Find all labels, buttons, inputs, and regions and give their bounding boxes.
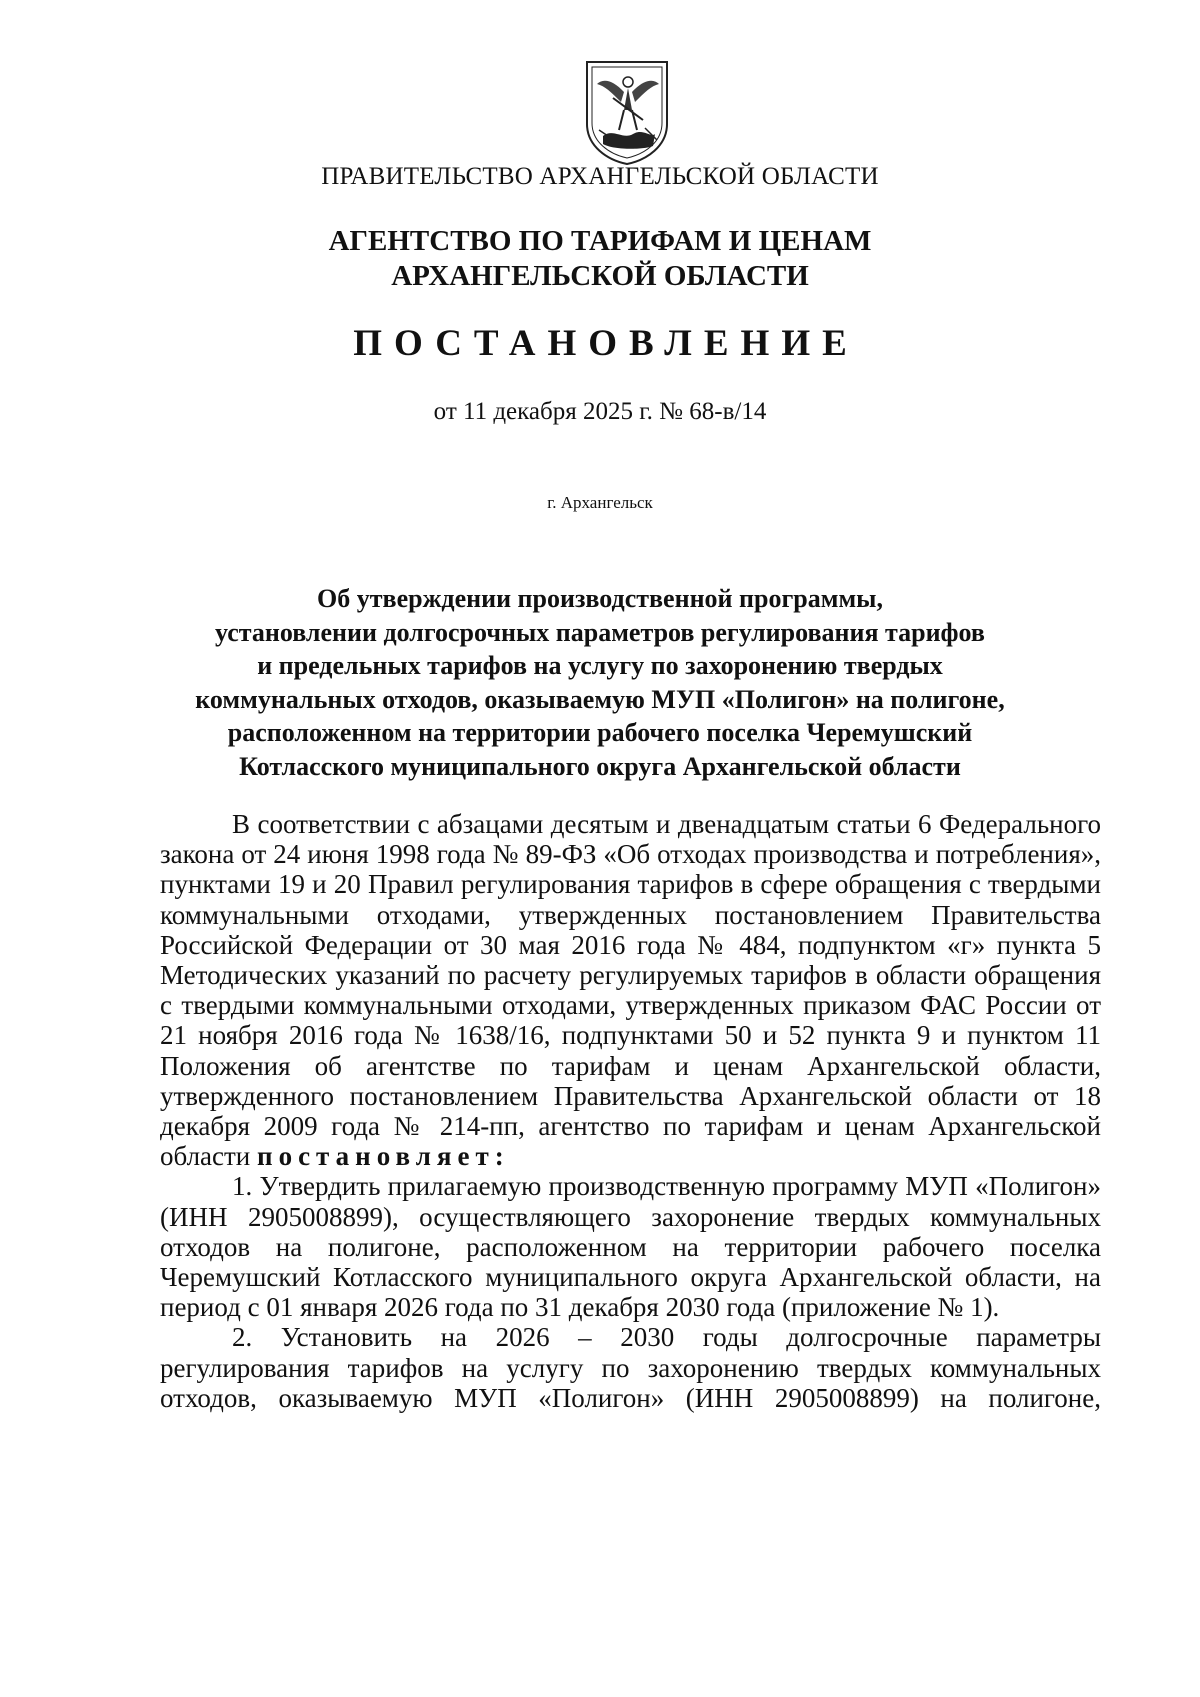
item-1-paragraph: 1. Утвердить прилагаемую производственную программу МУП «Полигон» (ИНН 2905008899), осуществляющего захоронение твердых коммунальных отходов на полигоне, расположенном на территории рабочего поселка Черемушский Котласского муниципального округа Архангельской области, на период с 01 января 2026 года по 31 декабря 2030 года (приложение № 1). <box>160 1171 1101 1323</box>
document-body <box>160 809 1101 1413</box>
agency-name <box>0 224 1200 294</box>
title-line: расположенном на территории рабочего поселка Черемушский <box>227 718 973 747</box>
preamble-paragraph <box>160 809 1101 1171</box>
title-line: Об утверждении производственной программы, <box>317 584 883 613</box>
title-line: установлении долгосрочных параметров регулирования тарифов <box>215 617 985 647</box>
title-line: и предельных тарифов на услугу по захоронению твердых <box>257 651 943 680</box>
agency-name-line2: АРХАНГЕЛЬСКОЙ ОБЛАСТИ <box>391 260 809 292</box>
item-2-paragraph: 2. Установить на 2026 – 2030 годы долгосрочные параметры регулирования тарифов на услугу по захоронению твердых коммунальных отходов, оказываемую МУП «Полигон» (ИНН 2905008899) на полигоне, <box>160 1322 1101 1413</box>
coat-of-arms-emblem <box>583 58 671 166</box>
title-line: Котласского муниципального округа Архангельской области <box>239 751 961 781</box>
document-type: ПОСТАНОВЛЕНИЕ <box>353 323 859 364</box>
title-line: коммунальных отходов, оказываемую МУП «Полигон» на полигоне, <box>195 684 1005 714</box>
resolves-word: постановляет: <box>257 1141 510 1172</box>
document-title <box>0 582 1200 783</box>
document-city: г. Архангельск <box>547 493 653 512</box>
government-name: ПРАВИТЕЛЬСТВО АРХАНГЕЛЬСКОЙ ОБЛАСТИ <box>321 163 879 190</box>
document-date-number: от 11 декабря 2025 г. № 68-в/14 <box>433 398 767 425</box>
agency-name-line1: АГЕНТСТВО ПО ТАРИФАМ И ЦЕНАМ <box>328 225 872 257</box>
preamble-text: В соответствии с абзацами десятым и двенадцатым статьи 6 Федерального закона от 24 июня 1998 года № 89-ФЗ «Об отходах производства и потребления», пунктами 19 и 20 Правил регулирования тарифов в сфере обращения с твердыми коммунальными отходами, утвержденных постановлением Правительства Российской Федерации от 30 мая 2016 года № 484, подпунктом «г» пункта 5 Методических указаний по расчету регулируемых тарифов в области обращения с твердыми коммунальными отходами, утвержденных приказом ФАС России от 21 ноября 2016 года № 1638/16, подпунктами 50 и 52 пункта 9 и пунктом 11 Положения об агентстве по тарифам и ценам Архангельской области, утвержденного постановлением Правительства Архангельской области от 18 декабря 2009 года № 214-пп, агентство по тарифам и ценам Архангельской области <box>160 809 1101 1172</box>
